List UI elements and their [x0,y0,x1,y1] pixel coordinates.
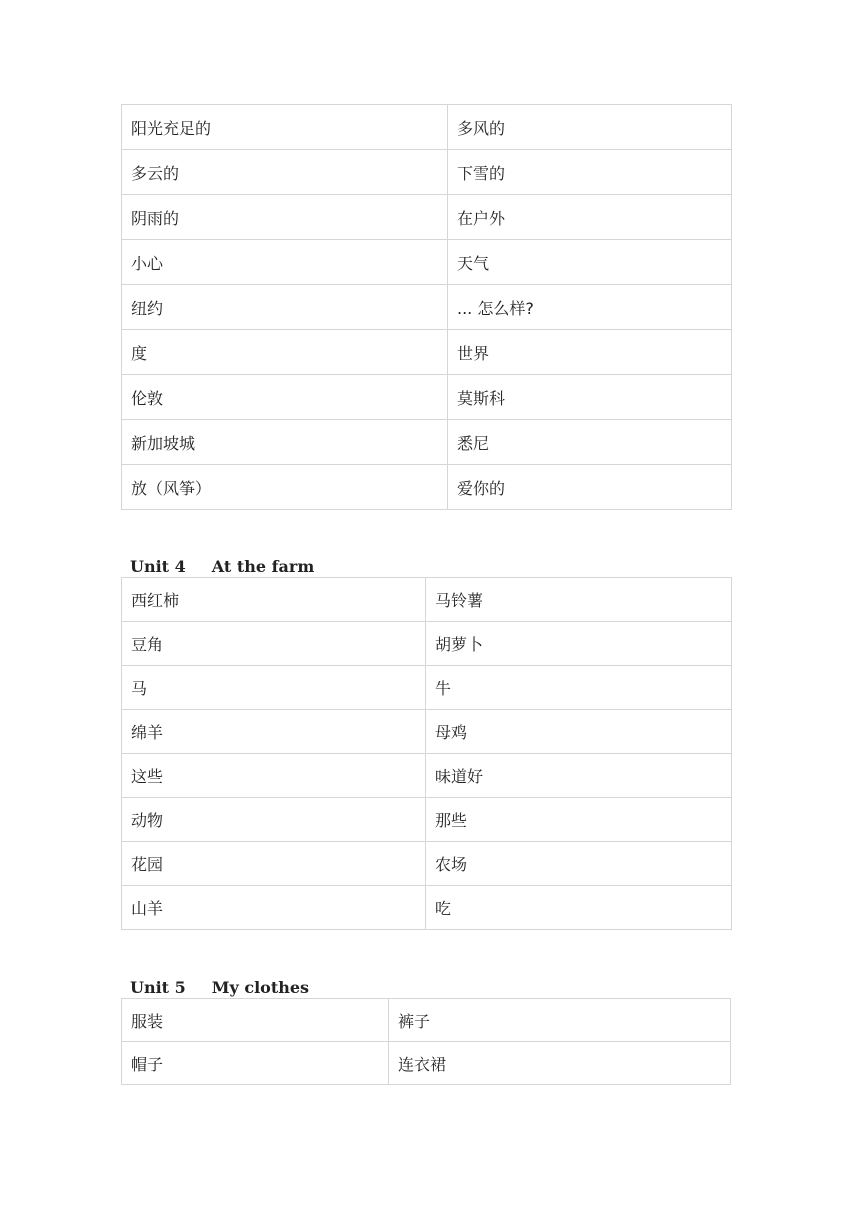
table-cell: 爱你的 [448,465,732,510]
table-row [122,240,732,285]
unit-4-heading [130,557,314,576]
table-cell: 放（风筝） [122,465,448,510]
table-cell: 农场 [426,842,732,886]
unit-4-title: At the farm [211,557,315,576]
table-cell: 西红柿 [122,578,426,622]
unit-5-number: Unit 5 [130,978,186,997]
unit-5-heading [130,978,309,997]
table-cell: 这些 [122,754,426,798]
table-cell: 马 [122,666,426,710]
table-cell: 纽约 [122,285,448,330]
table-cell: 连衣裙 [389,1042,731,1085]
table-row [122,465,732,510]
table-cell: 山羊 [122,886,426,930]
table-cell: 度 [122,330,448,375]
table-cell: 小心 [122,240,448,285]
table-row [122,622,732,666]
table-cell: 豆角 [122,622,426,666]
table-cell: 莫斯科 [448,375,732,420]
table-cell: 伦敦 [122,375,448,420]
table-cell: 味道好 [426,754,732,798]
unit-4-number: Unit 4 [130,557,186,576]
table-cell: 马铃薯 [426,578,732,622]
table-cell: 胡萝卜 [426,622,732,666]
table-row [122,420,732,465]
table-row [122,798,732,842]
vocab-table-unit-5 [121,998,731,1085]
table-row [122,330,732,375]
table-row [122,375,732,420]
table-row [122,842,732,886]
table-row [122,999,731,1042]
unit-5-title: My clothes [211,978,310,997]
table-cell: 新加坡城 [122,420,448,465]
table-cell: 下雪的 [448,150,732,195]
table-cell: 多风的 [448,105,732,150]
table-cell: 在户外 [448,195,732,240]
table-cell: 天气 [448,240,732,285]
table-row [122,105,732,150]
table-row [122,578,732,622]
table-cell: 服装 [122,999,389,1042]
table-cell: 牛 [426,666,732,710]
table-row [122,195,732,240]
table-row [122,710,732,754]
table-cell: 悉尼 [448,420,732,465]
table-cell: 花园 [122,842,426,886]
table-cell: 裤子 [389,999,731,1042]
table-row [122,150,732,195]
table-cell: 那些 [426,798,732,842]
table-cell: ... 怎么样? [448,285,732,330]
table-cell: 阴雨的 [122,195,448,240]
table-cell: 世界 [448,330,732,375]
table-cell: 多云的 [122,150,448,195]
table-cell: 吃 [426,886,732,930]
table-cell: 动物 [122,798,426,842]
vocab-table-weather [121,104,732,510]
table-row [122,754,732,798]
table-cell: 阳光充足的 [122,105,448,150]
vocab-table-unit-4 [121,577,732,930]
table-row [122,285,732,330]
table-row [122,666,732,710]
table-cell: 帽子 [122,1042,389,1085]
table-row [122,886,732,930]
table-row [122,1042,731,1085]
table-cell: 母鸡 [426,710,732,754]
table-cell: 绵羊 [122,710,426,754]
